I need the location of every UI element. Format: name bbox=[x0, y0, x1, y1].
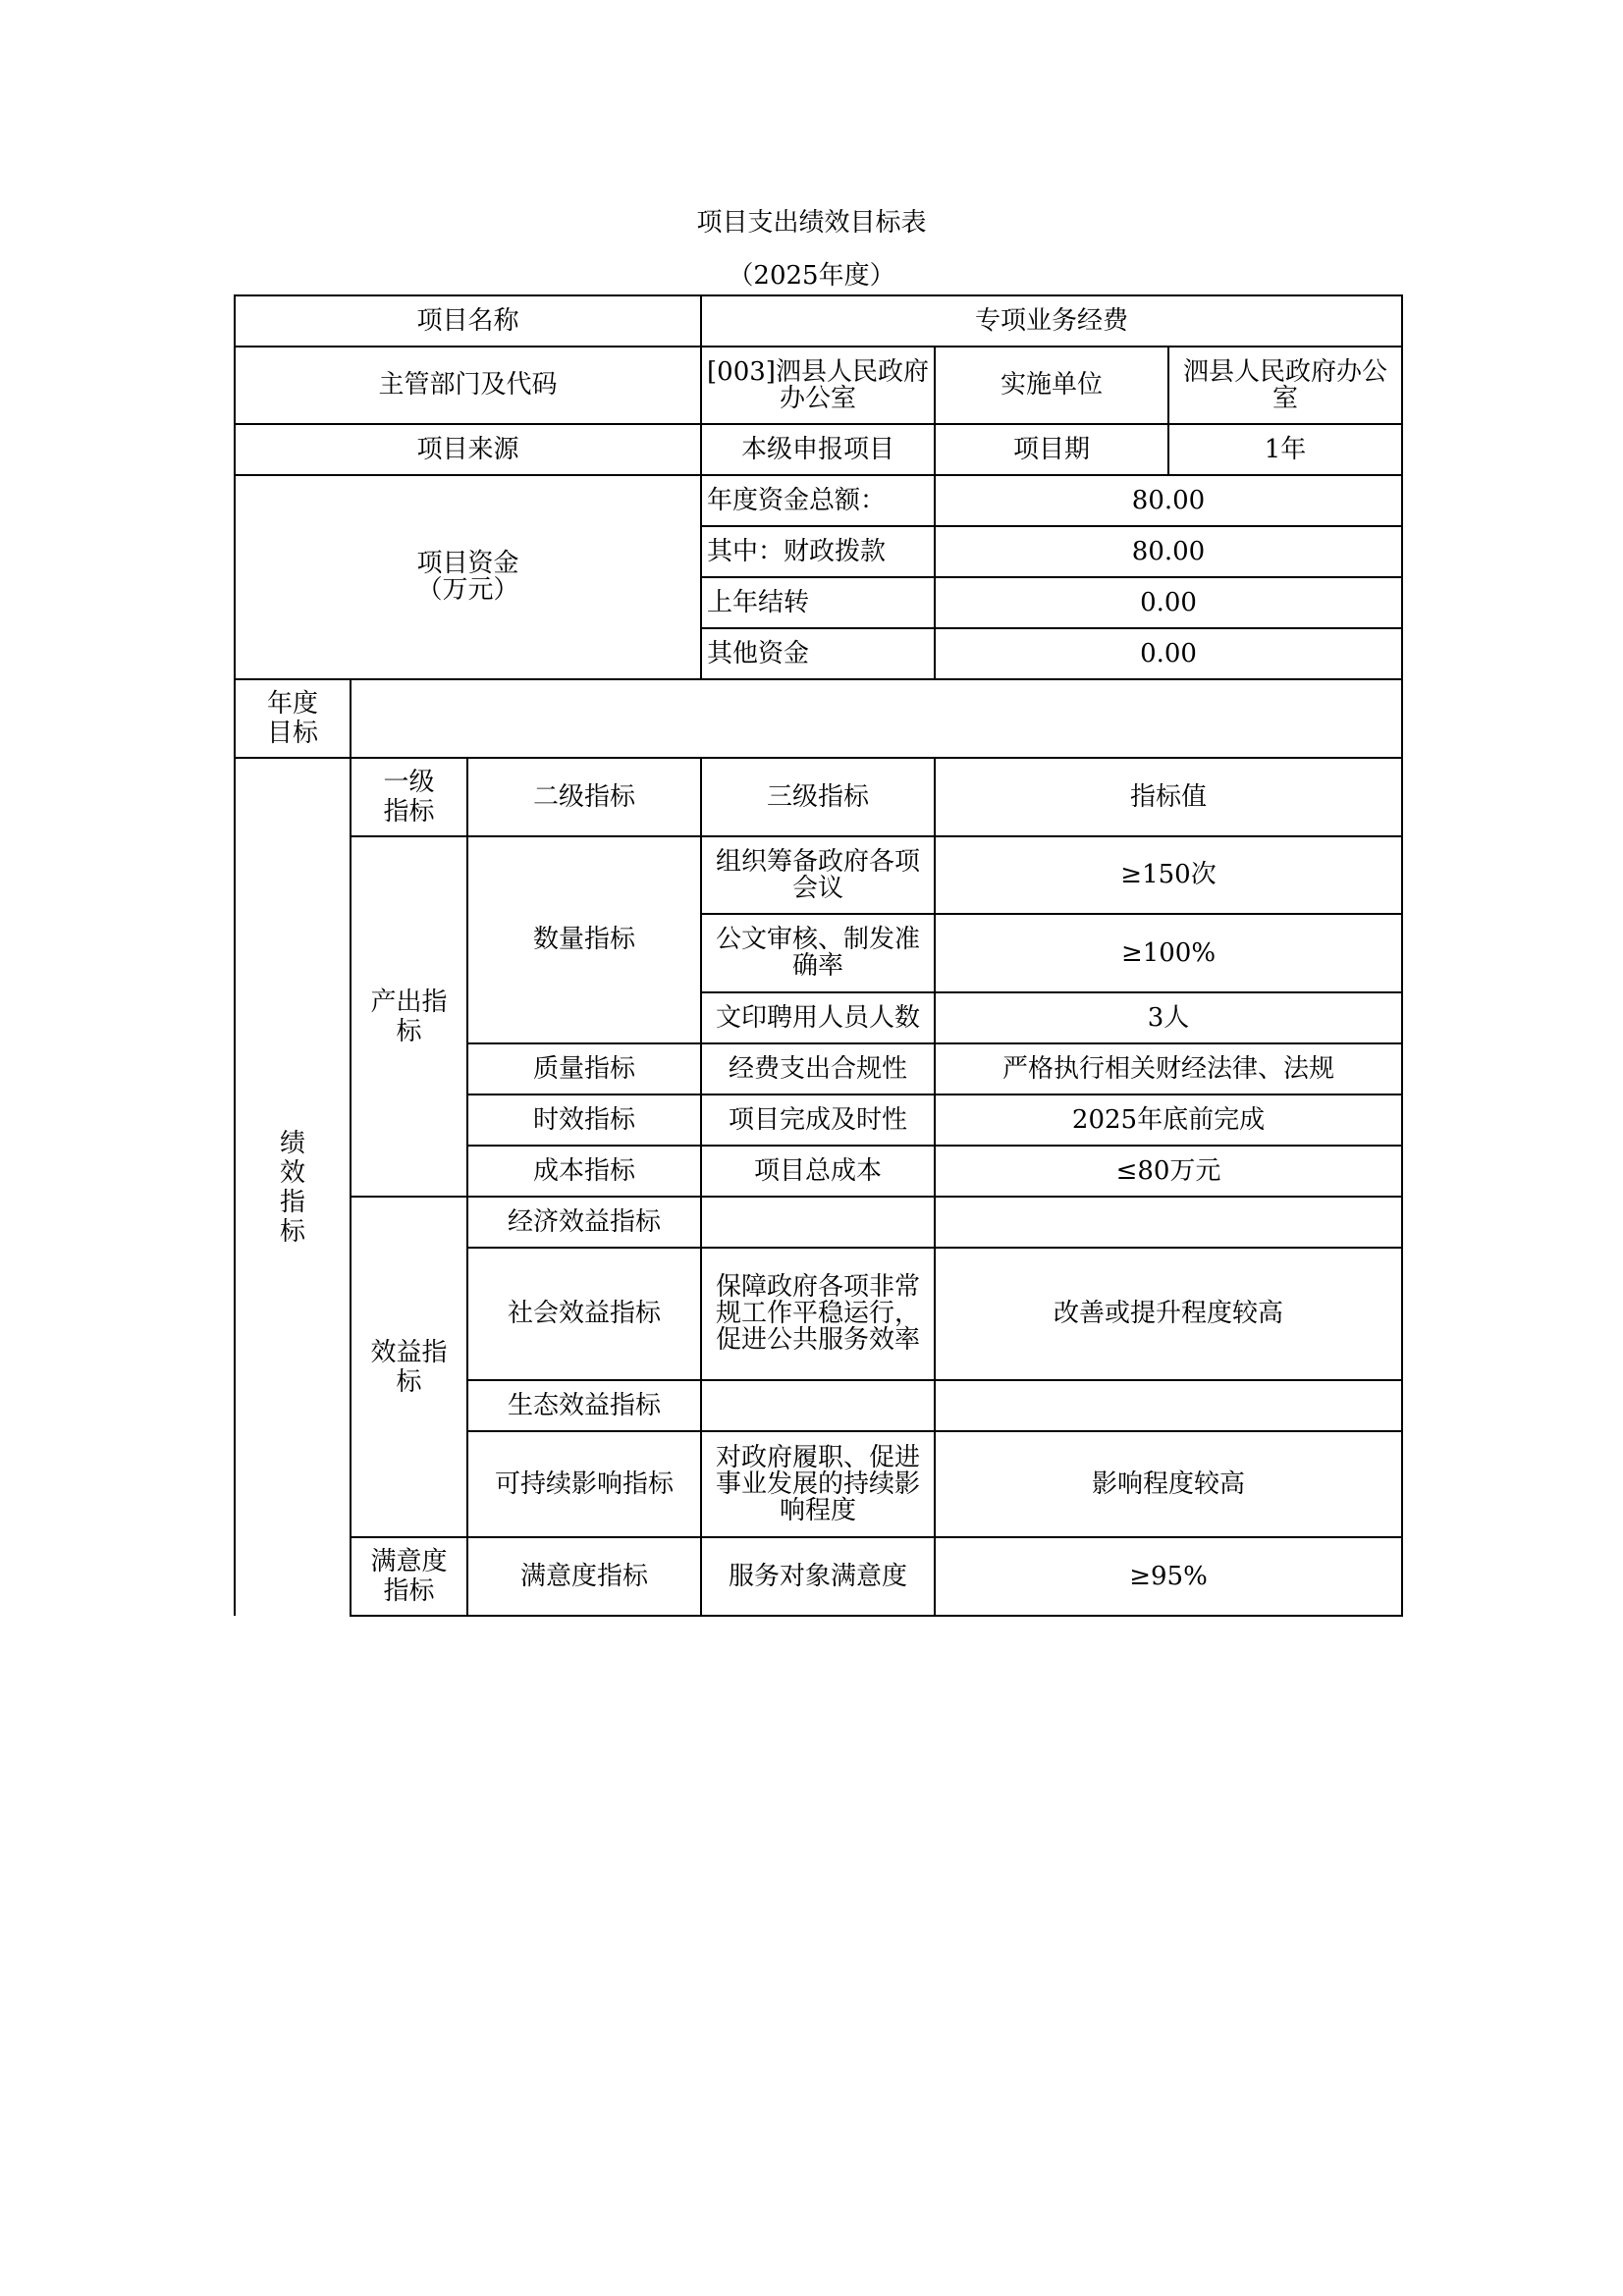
funds-label-line1: 项目资金 bbox=[416, 549, 519, 578]
quantity-indicator-1: 组织筹备政府各项会议 bbox=[701, 836, 935, 914]
table-row bbox=[235, 347, 1402, 424]
source-value: 本级申报项目 bbox=[701, 424, 935, 475]
table-row bbox=[235, 1537, 1402, 1616]
economic-indicator bbox=[701, 1197, 935, 1248]
impl-unit-value: 泗县人民政府办公室 bbox=[1168, 347, 1402, 424]
quantity-value-3: 3人 bbox=[935, 992, 1402, 1043]
quantity-value-2: ≥100% bbox=[935, 914, 1402, 992]
quantity-value-1: ≥150次 bbox=[935, 836, 1402, 914]
satisfaction-label: 满意度指标 bbox=[351, 1537, 467, 1616]
table-row bbox=[235, 475, 1402, 526]
timeliness-label: 时效指标 bbox=[467, 1095, 701, 1146]
funds-carryover-label: 上年结转 bbox=[701, 577, 935, 628]
project-name-value: 专项业务经费 bbox=[701, 295, 1402, 347]
year-subtitle: （2025年度） bbox=[728, 261, 895, 291]
funds-fiscal-label: 其中：财政拨款 bbox=[701, 526, 935, 577]
satisfaction-indicator: 服务对象满意度 bbox=[701, 1537, 935, 1616]
header-level1: 一级指标 bbox=[351, 758, 467, 836]
dept-value: [003]泗县人民政府办公室 bbox=[701, 347, 935, 424]
cost-indicator: 项目总成本 bbox=[701, 1146, 935, 1197]
ecological-label: 生态效益指标 bbox=[467, 1380, 701, 1431]
social-label: 社会效益指标 bbox=[467, 1248, 701, 1380]
project-name-label: 项目名称 bbox=[235, 295, 701, 347]
header-value: 指标值 bbox=[935, 758, 1402, 836]
impl-unit-label: 实施单位 bbox=[935, 347, 1168, 424]
header-level2: 二级指标 bbox=[467, 758, 701, 836]
source-label: 项目来源 bbox=[235, 424, 701, 475]
period-value: 1年 bbox=[1168, 424, 1402, 475]
funds-total-value: 80.00 bbox=[935, 475, 1402, 526]
table-row bbox=[235, 1197, 1402, 1248]
table-row bbox=[235, 295, 1402, 347]
funds-other-label: 其他资金 bbox=[701, 628, 935, 679]
output-label: 产出指标 bbox=[351, 836, 467, 1197]
funds-fiscal-value: 80.00 bbox=[935, 526, 1402, 577]
period-label: 项目期 bbox=[935, 424, 1168, 475]
table-row bbox=[235, 424, 1402, 475]
economic-value bbox=[935, 1197, 1402, 1248]
ecological-value bbox=[935, 1380, 1402, 1431]
sustainable-indicator: 对政府履职、促进事业发展的持续影响程度 bbox=[701, 1431, 935, 1537]
timeliness-indicator: 项目完成及时性 bbox=[701, 1095, 935, 1146]
social-indicator: 保障政府各项非常规工作平稳运行，促进公共服务效率 bbox=[701, 1248, 935, 1380]
economic-label: 经济效益指标 bbox=[467, 1197, 701, 1248]
quality-label: 质量指标 bbox=[467, 1043, 701, 1095]
table-row bbox=[235, 758, 1402, 836]
performance-goal-table bbox=[234, 294, 1403, 1617]
funds-carryover-value: 0.00 bbox=[935, 577, 1402, 628]
satisfaction-value: ≥95% bbox=[935, 1537, 1402, 1616]
quality-value: 严格执行相关财经法律、法规 bbox=[935, 1043, 1402, 1095]
table-row bbox=[235, 836, 1402, 914]
funds-total-label: 年度资金总额： bbox=[701, 475, 935, 526]
annual-goal-label: 年度目标 bbox=[235, 679, 351, 758]
satisfaction-level2: 满意度指标 bbox=[467, 1537, 701, 1616]
sustainable-value: 影响程度较高 bbox=[935, 1431, 1402, 1537]
timeliness-value: 2025年底前完成 bbox=[935, 1095, 1402, 1146]
annual-goal-value bbox=[351, 679, 1402, 758]
cost-value: ≤80万元 bbox=[935, 1146, 1402, 1197]
sustainable-label: 可持续影响指标 bbox=[467, 1431, 701, 1537]
table-row bbox=[235, 679, 1402, 758]
header-level3: 三级指标 bbox=[701, 758, 935, 836]
benefit-label: 效益指标 bbox=[351, 1197, 467, 1537]
quantity-indicator-2: 公文审核、制发准确率 bbox=[701, 914, 935, 992]
funds-other-value: 0.00 bbox=[935, 628, 1402, 679]
quantity-indicator-3: 文印聘用人员人数 bbox=[701, 992, 935, 1043]
funds-label bbox=[235, 475, 701, 679]
cost-label: 成本指标 bbox=[467, 1146, 701, 1197]
quantity-label: 数量指标 bbox=[467, 836, 701, 1043]
quality-indicator: 经费支出合规性 bbox=[701, 1043, 935, 1095]
ecological-indicator bbox=[701, 1380, 935, 1431]
social-value: 改善或提升程度较高 bbox=[935, 1248, 1402, 1380]
funds-label-line2: （万元） bbox=[416, 575, 519, 605]
performance-label: 绩效指标 bbox=[235, 758, 351, 1616]
page-title: 项目支出绩效目标表 bbox=[696, 208, 927, 238]
dept-label: 主管部门及代码 bbox=[235, 347, 701, 424]
